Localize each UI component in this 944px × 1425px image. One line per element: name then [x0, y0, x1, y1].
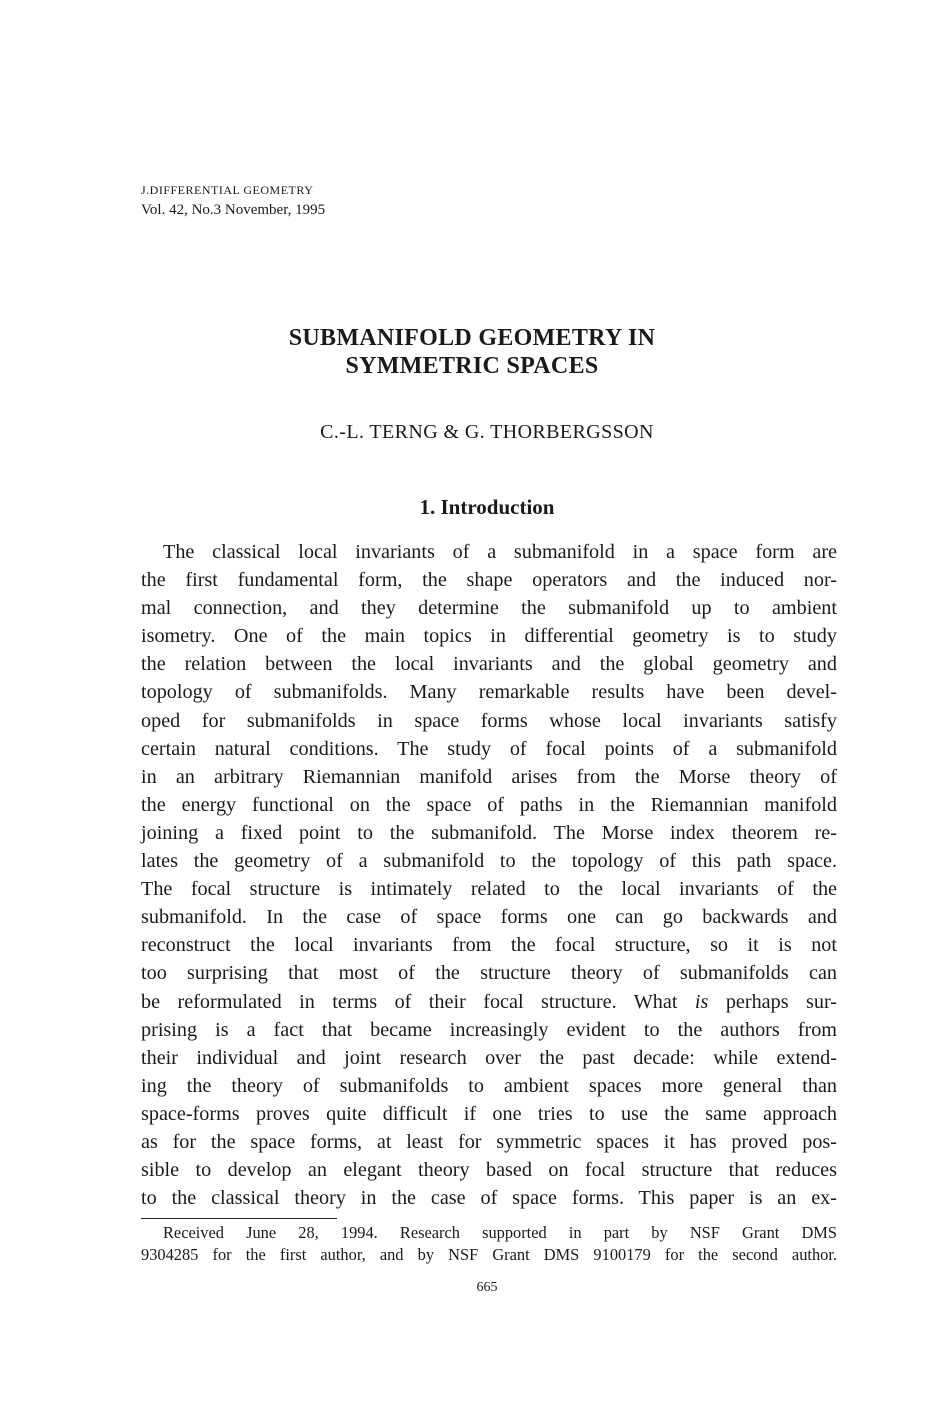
- footnote-divider: [141, 1218, 337, 1219]
- emphasis-word: is: [694, 990, 709, 1013]
- body-line: isometry. One of the main topics in differential geometry is to study: [141, 625, 837, 648]
- body-line: reconstruct the local invariants from the focal structure, so it is not: [141, 934, 837, 957]
- body-line: ing the theory of submanifolds to ambient spaces more general than: [141, 1074, 837, 1097]
- body-line: prising is a fact that became increasingly evident to the authors from: [141, 1018, 837, 1041]
- body-line: lates the geometry of a submanifold to the topology of this path space.: [141, 850, 837, 873]
- section-heading: 1. Introduction: [419, 495, 555, 519]
- body-line-part: be reformulated in terms of their focal structure. What: [141, 990, 678, 1013]
- footnote-line: Received June 28, 1994. Research supported in part by NSF Grant DMS: [163, 1223, 837, 1242]
- journal-name: J.DIFFERENTIAL GEOMETRY: [141, 183, 314, 197]
- body-line-with-emphasis: [141, 988, 837, 1016]
- journal-header: [141, 180, 325, 220]
- journal-volume: Vol. 42, No.3 November, 1995: [141, 202, 326, 218]
- page-number: 665: [476, 1280, 498, 1295]
- body-line: topology of submanifolds. Many remarkable results have been devel-: [141, 681, 837, 704]
- body-line-part: perhaps sur-: [725, 990, 838, 1013]
- body-line: the first fundamental form, the shape operators and the induced nor-: [141, 569, 837, 592]
- paper-title-line-2: SYMMETRIC SPACES: [345, 353, 599, 379]
- paper-title-line-1: SUBMANIFOLD GEOMETRY IN: [288, 325, 656, 351]
- body-line: mal connection, and they determine the submanifold up to ambient: [141, 597, 837, 620]
- paper-title: [0, 324, 944, 380]
- body-line: as for the space forms, at least for symmetric spaces it has proved pos-: [141, 1130, 837, 1153]
- body-line: the relation between the local invariants and the global geometry and: [141, 653, 837, 676]
- body-line: in an arbitrary Riemannian manifold arises from the Morse theory of: [141, 765, 837, 788]
- body-line: The focal structure is intimately related to the local invariants of the: [141, 878, 837, 901]
- footnote-line: 9304285 for the first author, and by NSF Grant DMS 9100179 for the second author.: [141, 1245, 837, 1264]
- body-paragraph: [141, 538, 837, 1212]
- footnote: [141, 1222, 837, 1266]
- body-line: the energy functional on the space of paths in the Riemannian manifold: [141, 793, 837, 816]
- authors: C.-L. TERNG & G. THORBERGSSON: [320, 421, 654, 443]
- body-line: oped for submanifolds in space forms whose local invariants satisfy: [141, 709, 837, 732]
- body-line: joining a fixed point to the submanifold. The Morse index theorem re-: [141, 821, 837, 844]
- body-line: to the classical theory in the case of space forms. This paper is an ex-: [141, 1187, 837, 1210]
- body-line: submanifold. In the case of space forms one can go backwards and: [141, 906, 837, 929]
- body-line: too surprising that most of the structure theory of submanifolds can: [141, 962, 837, 985]
- body-line: The classical local invariants of a submanifold in a space form are: [163, 541, 837, 563]
- body-line: sible to develop an elegant theory based on focal structure that reduces: [141, 1159, 837, 1182]
- body-line: space-forms proves quite difficult if one tries to use the same approach: [141, 1102, 837, 1125]
- body-line: their individual and joint research over the past decade: while extend-: [141, 1046, 837, 1069]
- body-line: certain natural conditions. The study of focal points of a submanifold: [141, 737, 837, 760]
